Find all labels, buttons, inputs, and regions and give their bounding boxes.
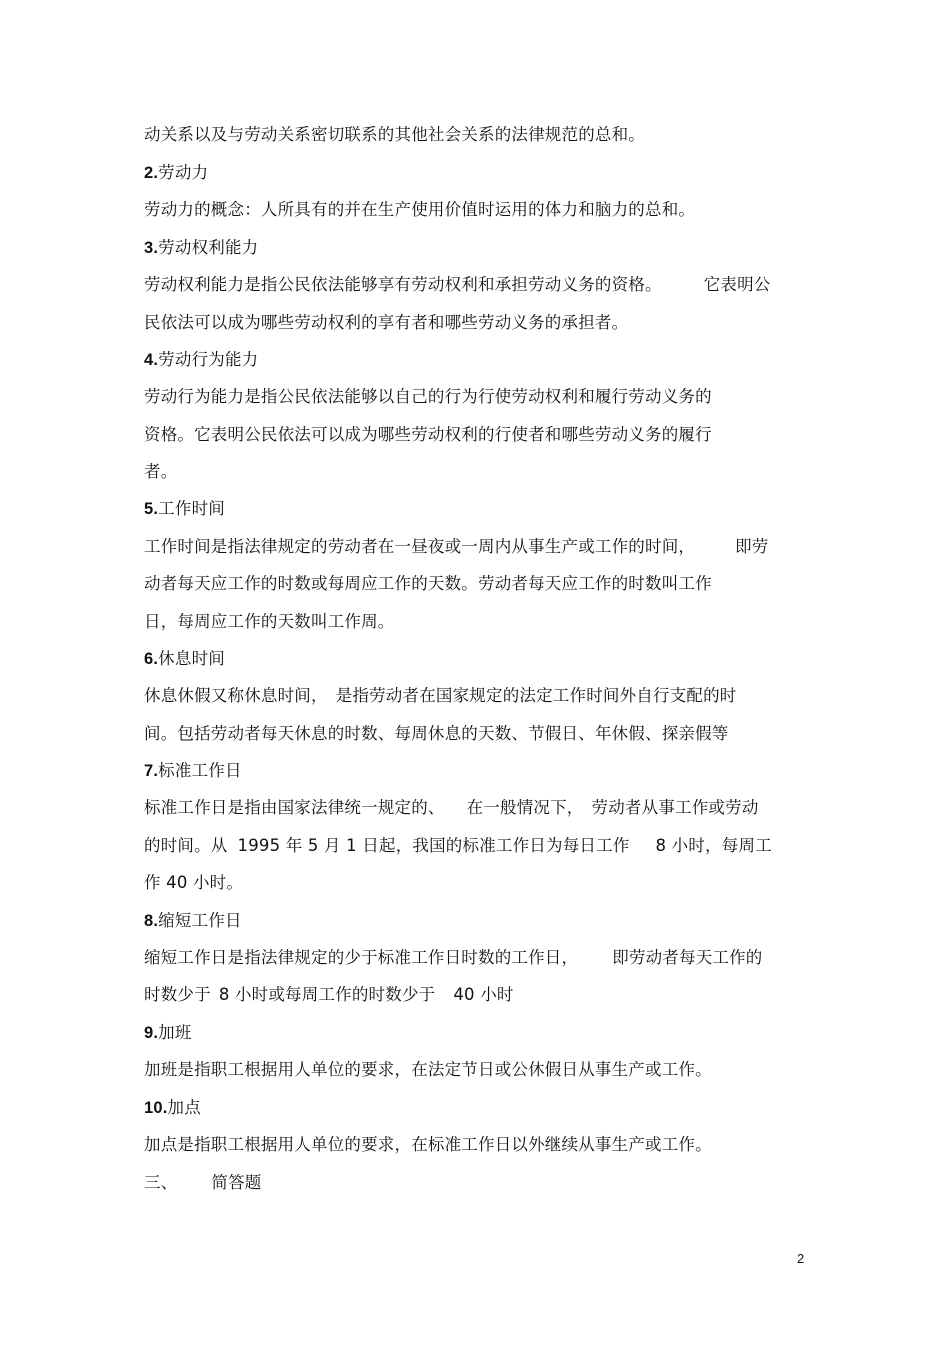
section-heading bbox=[144, 1022, 192, 1044]
body-line: 者。 bbox=[144, 462, 178, 481]
body-line: 劳动行为能力是指公民依法能够以自己的行为行使劳动权利和履行劳动义务的 bbox=[144, 387, 712, 406]
body-line bbox=[144, 947, 763, 969]
section-numeral: 三、 bbox=[144, 1173, 178, 1192]
body-text-segment: 1995 年 5 月 1 日起，我国的标准工作日为每日工作 bbox=[237, 836, 630, 855]
body-line: 动关系以及与劳动关系密切联系的其他社会关系的法律规范的总和。 bbox=[144, 125, 645, 144]
body-line bbox=[144, 274, 771, 296]
body-text-segment: 8 小时或每周工作的时数少于 bbox=[218, 985, 436, 1004]
heading-number: 2. bbox=[144, 164, 159, 182]
heading-title: 工作时间 bbox=[158, 499, 225, 518]
body-text-segment: 劳动者从事工作或劳动 bbox=[591, 798, 759, 817]
section-title-text: 简答题 bbox=[211, 1173, 262, 1192]
section-heading bbox=[144, 237, 258, 259]
body-text-segment: 即劳 bbox=[735, 537, 769, 556]
body-line: 作 40 小时。 bbox=[144, 873, 244, 892]
body-text-segment: 的时间。从 bbox=[144, 836, 228, 855]
body-text-segment: 时数少于 bbox=[144, 985, 211, 1004]
section-heading bbox=[144, 910, 242, 932]
heading-number: 7. bbox=[144, 762, 159, 780]
section-heading bbox=[144, 162, 208, 184]
heading-number: 8. bbox=[144, 912, 159, 930]
body-line: 日，每周应工作的天数叫工作周。 bbox=[144, 612, 395, 631]
page-number: 2 bbox=[797, 1251, 805, 1266]
heading-number: 6. bbox=[144, 650, 159, 668]
body-text-segment: 即劳动者每天工作的 bbox=[612, 948, 763, 967]
heading-number: 4. bbox=[144, 351, 159, 369]
heading-number: 5. bbox=[144, 500, 159, 518]
heading-title: 劳动权利能力 bbox=[158, 238, 259, 257]
body-line: 劳动力的概念：人所具有的并在生产使用价值时运用的体力和脑力的总和。 bbox=[144, 200, 696, 219]
body-text-segment: 40 小时 bbox=[453, 985, 514, 1004]
body-line bbox=[144, 685, 737, 707]
section-heading bbox=[144, 760, 242, 782]
section-heading bbox=[144, 648, 225, 670]
body-line bbox=[144, 984, 514, 1006]
body-text-segment: 劳动权利能力是指公民依法能够享有劳动权利和承担劳动义务的资格。 bbox=[144, 275, 662, 294]
body-line: 资格。它表明公民依法可以成为哪些劳动权利的行使者和哪些劳动义务的履行 bbox=[144, 425, 712, 444]
body-text-segment: 它表明公 bbox=[703, 275, 771, 294]
heading-title: 缩短工作日 bbox=[158, 911, 242, 930]
section-heading bbox=[144, 349, 258, 371]
heading-title: 劳动行为能力 bbox=[158, 350, 259, 369]
heading-number: 10. bbox=[144, 1099, 168, 1117]
body-text-segment: 标准工作日是指由国家法律统一规定的、 bbox=[144, 798, 445, 817]
body-line: 加点是指职工根据用人单位的要求，在标准工作日以外继续从事生产或工作。 bbox=[144, 1135, 712, 1154]
heading-title: 标准工作日 bbox=[158, 761, 242, 780]
heading-number: 3. bbox=[144, 239, 159, 257]
body-text-segment: 工作时间是指法律规定的劳动者在一昼夜或一周内从事生产或工作的时间， bbox=[144, 537, 696, 556]
heading-title: 加点 bbox=[167, 1098, 201, 1117]
body-text-segment: 缩短工作日是指法律规定的少于标准工作日时数的工作日， bbox=[144, 948, 579, 967]
section-title bbox=[144, 1172, 262, 1194]
body-line bbox=[144, 797, 759, 819]
body-line bbox=[144, 536, 769, 558]
body-line: 加班是指职工根据用人单位的要求，在法定节日或公休假日从事生产或工作。 bbox=[144, 1060, 712, 1079]
body-line bbox=[144, 835, 772, 857]
heading-title: 休息时间 bbox=[158, 649, 225, 668]
body-line: 间。包括劳动者每天休息的时数、每周休息的天数、节假日、年休假、探亲假等 bbox=[144, 724, 729, 743]
section-heading bbox=[144, 498, 225, 520]
heading-title: 加班 bbox=[158, 1023, 192, 1042]
heading-number: 9. bbox=[144, 1024, 159, 1042]
body-text-segment: 休息休假又称休息时间， bbox=[144, 686, 328, 705]
body-text-segment: 是指劳动者在国家规定的法定工作时间外自行支配的时 bbox=[335, 686, 737, 705]
body-text-segment: 8 小时，每周工 bbox=[655, 836, 772, 855]
heading-title: 劳动力 bbox=[158, 163, 209, 182]
body-text-segment: 在一般情况下， bbox=[466, 798, 584, 817]
body-line: 动者每天应工作的时数或每周应工作的天数。劳动者每天应工作的时数叫工作 bbox=[144, 574, 712, 593]
body-line: 民依法可以成为哪些劳动权利的享有者和哪些劳动义务的承担者。 bbox=[144, 313, 629, 332]
section-heading bbox=[144, 1097, 201, 1119]
